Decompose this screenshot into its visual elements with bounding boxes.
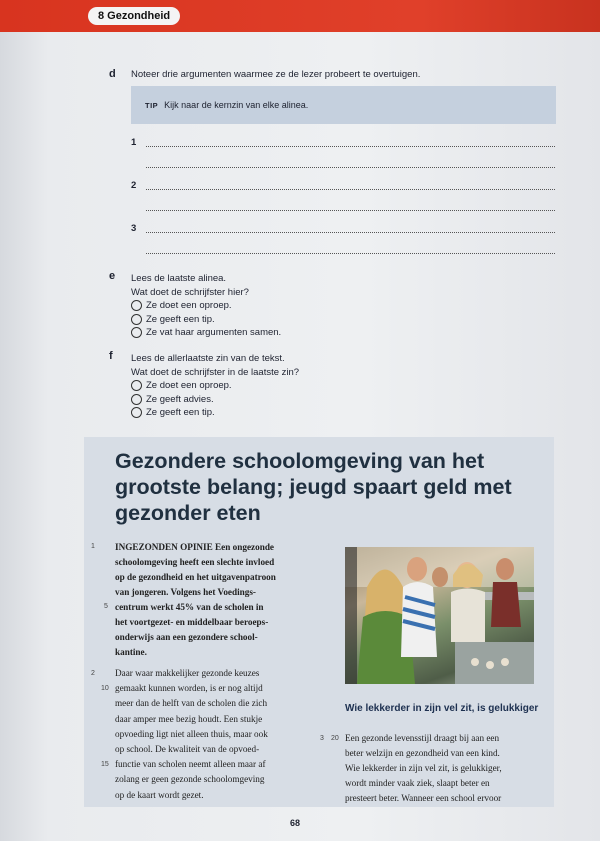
question-e-option-3[interactable]: Ze vat haar argumenten samen. [131,326,281,340]
page-number: 68 [290,818,301,828]
question-e-line1: Lees de laatste alinea. [131,273,227,284]
photo-illustration [345,547,534,684]
answer-number-2: 2 [131,180,137,191]
question-d-text: Noteer drie argumenten waarmee ze de lezer probeert te overtuigen. [131,69,421,80]
line-number-5: 5 [104,603,108,610]
paragraph-number-1: 1 [91,543,95,550]
question-f-block [131,352,299,420]
tip-box [131,86,556,124]
question-e-letter: e [109,270,116,282]
question-f-line1: Lees de allerlaatste zin van de tekst. [131,353,285,364]
answer-number-3: 3 [131,223,137,234]
question-e-option-1[interactable]: Ze doet een oproep. [131,299,281,313]
question-e-line2: Wat doet de schrijfster hier? [131,286,249,298]
article-headline: Gezondere schoolomgeving van het grootste belang; jeugd spaart geld met gezonder eten [115,449,512,525]
line-number-20: 20 [331,735,339,742]
answer-line-2b[interactable] [146,210,555,211]
radio-circle-icon[interactable] [131,300,142,311]
radio-circle-icon[interactable] [131,407,142,418]
answer-line-1b[interactable] [146,167,555,168]
question-f-option-1[interactable]: Ze doet een oproep. [131,379,299,393]
question-f-line2: Wat doet de schrijfster in de laatste zin? [131,366,300,378]
question-d-letter: d [109,68,116,80]
answer-line-1a[interactable] [146,146,555,147]
article-lede: INGEZONDEN OPINIE Een ongezonde schoolomgeving heeft een slechte invloed op de gezondheid en het uitgavenpatroon van jongeren. Volgens het Voedings- centrum werkt 45% van de scholen in het voortgezet- en middelbaar beroeps- onderwijs aan een gezondere school- kantine. [115,542,276,657]
radio-circle-icon[interactable] [131,394,142,405]
answer-line-2a[interactable] [146,189,555,190]
question-f-letter: f [109,350,113,362]
radio-circle-icon[interactable] [131,327,142,338]
paragraph-number-2: 2 [91,670,95,677]
line-number-15: 15 [101,761,109,768]
article-paragraph-3: Een gezonde levensstijl draagt bij aan een beter welzijn en gezondheid van een kind. Wie lekkerder in zijn vel zit, is gelukkiger, wordt minder vaak ziek, slaapt beter en presteert beter. Wanneer een school ervoor [345,733,502,803]
radio-circle-icon[interactable] [131,380,142,391]
question-e-block [131,272,281,340]
chapter-label: 8 Gezondheid [88,7,180,25]
question-f-option-3[interactable]: Ze geeft een tip. [131,406,299,420]
paragraph-number-3: 3 [320,735,324,742]
line-number-10: 10 [101,685,109,692]
question-e-option-2[interactable]: Ze geeft een tip. [131,313,281,327]
students-cafeteria-photo [345,547,534,684]
answer-line-3b[interactable] [146,253,555,254]
article-subheading: Wie lekkerder in zijn vel zit, is gelukkiger [345,703,539,714]
answer-number-1: 1 [131,137,137,148]
article-paragraph-2: Daar waar makkelijker gezonde keuzes gemaakt kunnen worden, is er nog altijd meer dan de helft van de scholen die zich daar amper mee bezig houdt. Een stukje opvoeding ligt niet alleen thuis, maar ook op school. De kwaliteit van de opvoed- functie van scholen neemt alleen maar af zolang er geen gezonde schoolomgeving op de kaart wordt gezet. [115,668,268,800]
radio-circle-icon[interactable] [131,314,142,325]
chapter-header-band [0,0,600,32]
answer-line-3a[interactable] [146,232,555,233]
tip-label: TIP [145,101,159,110]
tip-text: Kijk naar de kernzin van elke alinea. [164,100,309,110]
question-f-option-2[interactable]: Ze geeft advies. [131,393,299,407]
